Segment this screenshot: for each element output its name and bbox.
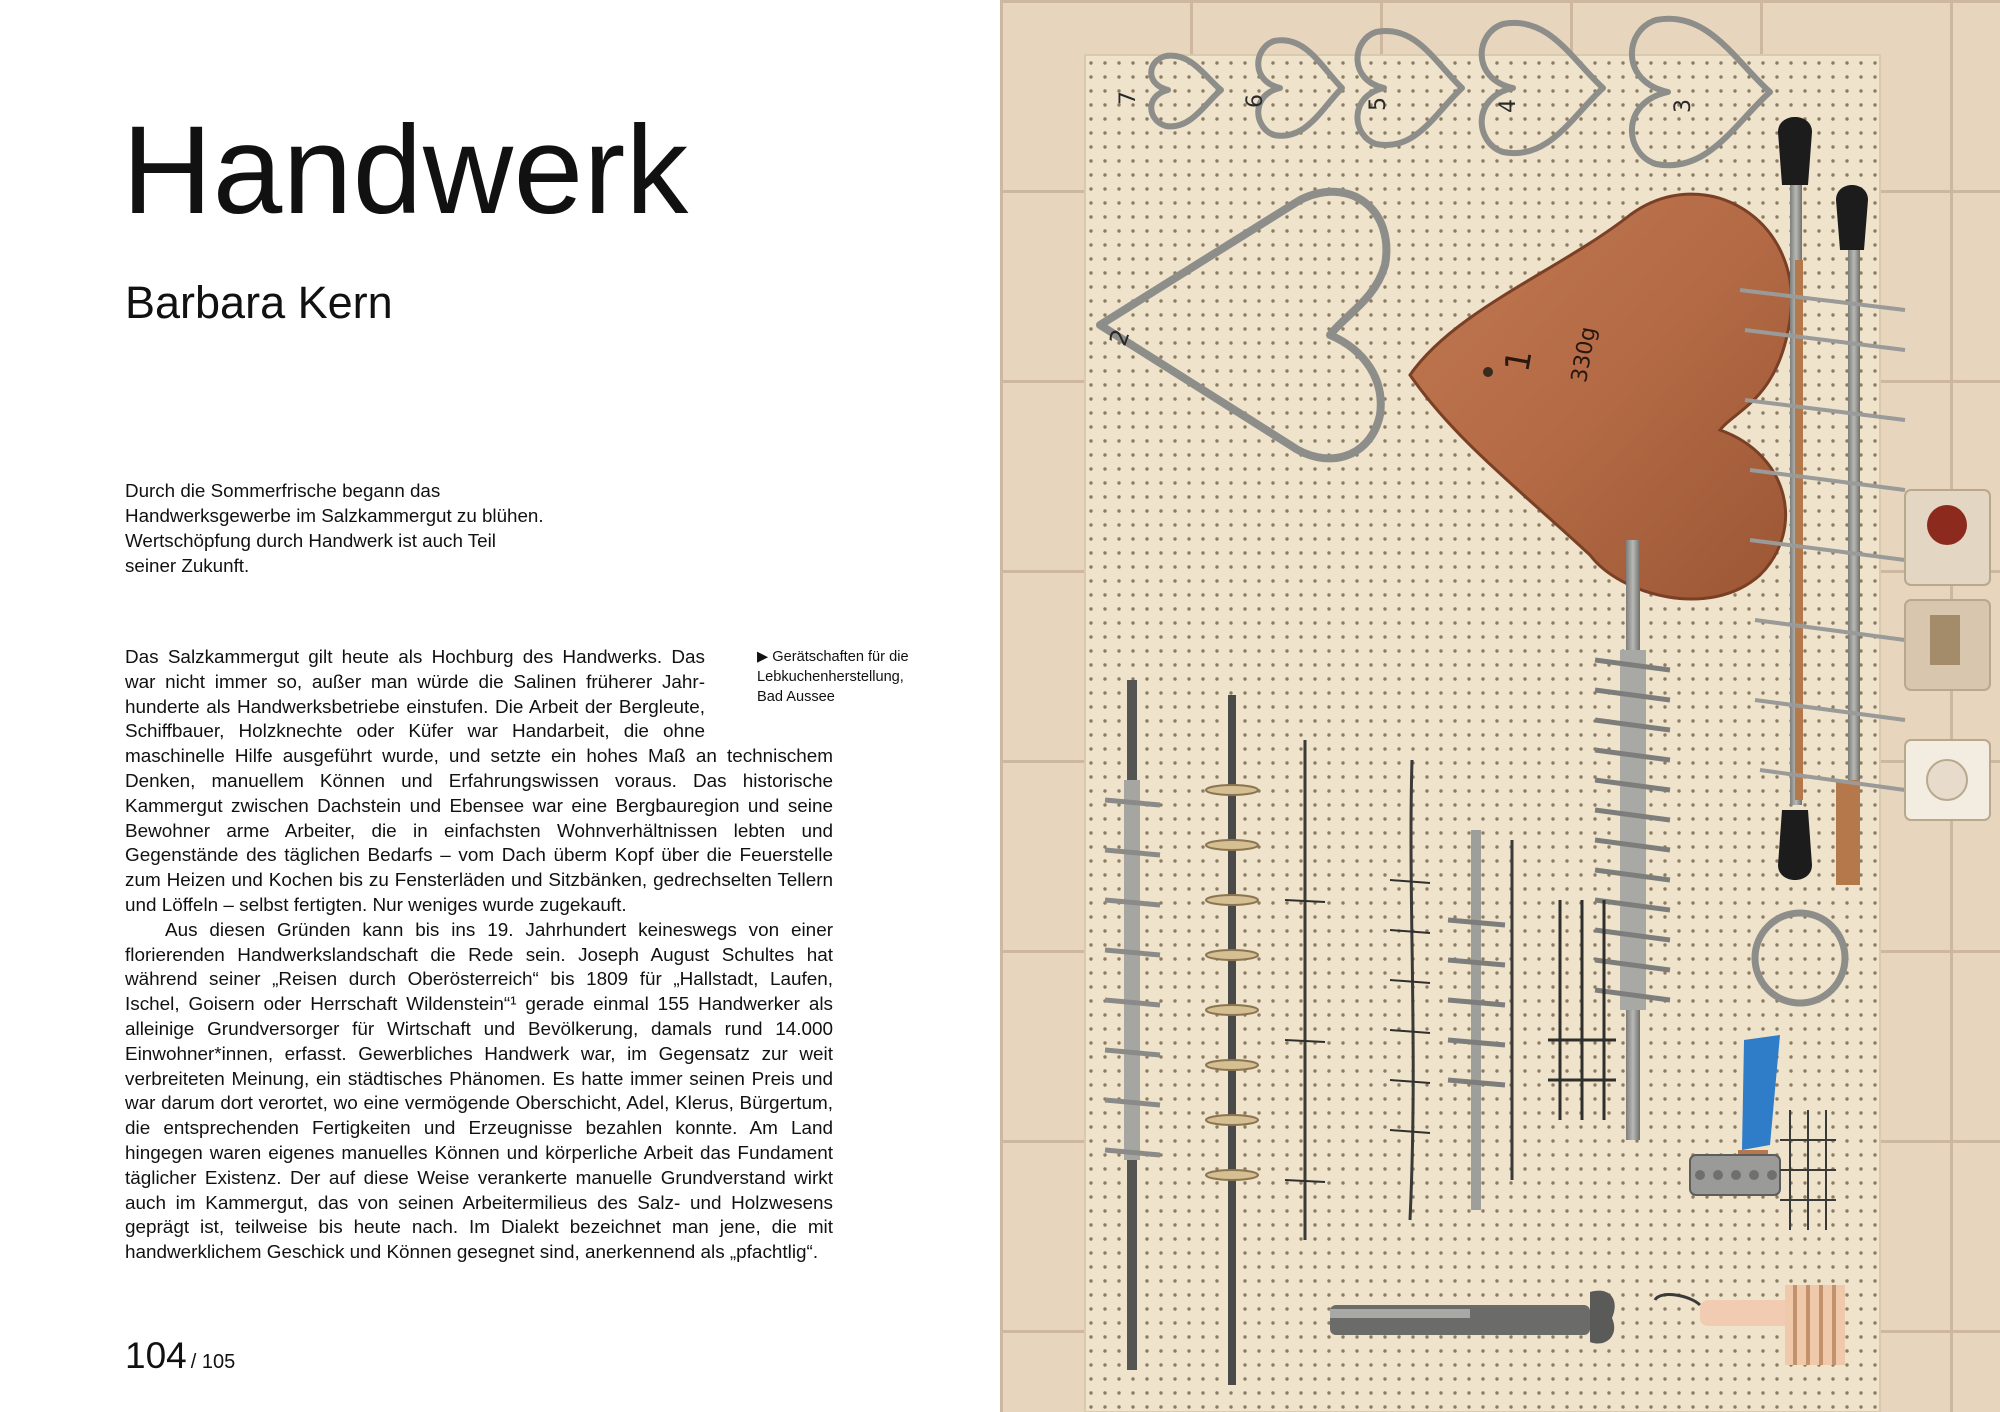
- heart-number-4: 4: [1496, 99, 1521, 113]
- heart-number-6: 6: [1243, 94, 1268, 108]
- page-numbers: [125, 1337, 235, 1374]
- body-paragraph-2: Aus diesen Gründen kann bis ins 19. Jahrhundert keineswegs von einer florierenden Handwerkslandschaft die Rede sein. Joseph August Schultes hat während seiner „Reisen durch Oberösterreich“ bis 1809 für „Hallstadt, Laufen, Ischel, Goisern oder Herrschaft Wildenstein“¹ gerade einmal 155 Handwerker als alleinige Grundversorger für Wirtschaft und Bevölkerung, damals rund 14.000 Einwohner*innen, erfasst. Gewerbliches Handwerk war, im Gegensatz zur weit verbreiteten Meinung, ein städtisches Phänomen. Es hatte immer seinen Preis und war darum dort verortet, wo eine vermögende Oberschicht, Adel, Klerus, Bürgertum, die entsprechenden Fertigkeiten und Erzeugnisse bezahlen konnte. Am Land hingegen waren eigenes manuelles Können und körperliche Arbeit das Fundament täglicher Existenz. Der auf diese Weise verankerte manuelle Grundverstand wirkt auch im Kammergut, das von seinen Arbeitermilieus des Salz- und Holzwesens geprägt ist, teilweise bis heute nach. Im Dialekt bezeichnet man jene, die mit handwerklichem Geschick und Können gesegnet sind, anerkennend als „pfachtlig“.: [125, 919, 833, 1264]
- large-heart-number: 2: [1103, 325, 1136, 350]
- intro-paragraph: Durch die Sommerfrische begann das Handwerksgewerbe im Salzkammergut zu blühen. Wertschöpfung durch Handwerk ist auch Teil seiner Zukunft.: [125, 480, 544, 576]
- current-page-number: 104: [125, 1335, 187, 1376]
- body-text: [125, 646, 833, 1266]
- heart-number-5: 5: [1366, 97, 1391, 111]
- caption-space: [705, 646, 833, 745]
- pegboard-photo-graphic: [1000, 0, 2000, 1412]
- photo-caption: ▶ Gerätschaften für die Lebkuchenherstellung, Bad Aussee: [757, 649, 909, 705]
- facing-page-number: / 105: [190, 1351, 236, 1373]
- wooden-heart-weight: 330g: [1567, 324, 1602, 385]
- body-paragraph-1: Das Salzkammergut gilt heute als Hochburg des Handwerks. Das war nicht immer so, außer man würde die Salinen früherer Jahrhunderte als Handwerksbetriebe einstufen. Die Arbeit der Bergleute, Schiffbauer, Holzknechte oder Küfer war Handarbeit, die ohne maschinelle Hilfe ausgeführt wurde, und setzte ein hohes Maß an technischem Denken, manuellem Können und Erfahrungswissen voraus. Das historische Kammergut zwischen Dachstein und Ebensee war eine Bergbauregion und seine Bewohner arme Arbeiter, die in einfachsten Wohnverhältnissen lebten und Gegenstände des täglichen Bedarfs – vom Dach überm Kopf über die Feuerstelle zum Heizen und Kochen bis zu Fensterläden und Sitzbänken, gedrechselten Tellern und Löffeln – selbst fertigten. Nur weniges wurde zugekauft.: [125, 647, 833, 916]
- author-name: Barbara Kern: [125, 277, 393, 328]
- wall-fixtures: [1905, 490, 1990, 820]
- chapter-title: Handwerk: [122, 101, 689, 240]
- heart-number-3: 3: [1671, 99, 1696, 113]
- wooden-heart-number: 1: [1497, 346, 1541, 375]
- heart-number-7: 7: [1116, 91, 1141, 105]
- pegboard-photo: [1000, 0, 2000, 1412]
